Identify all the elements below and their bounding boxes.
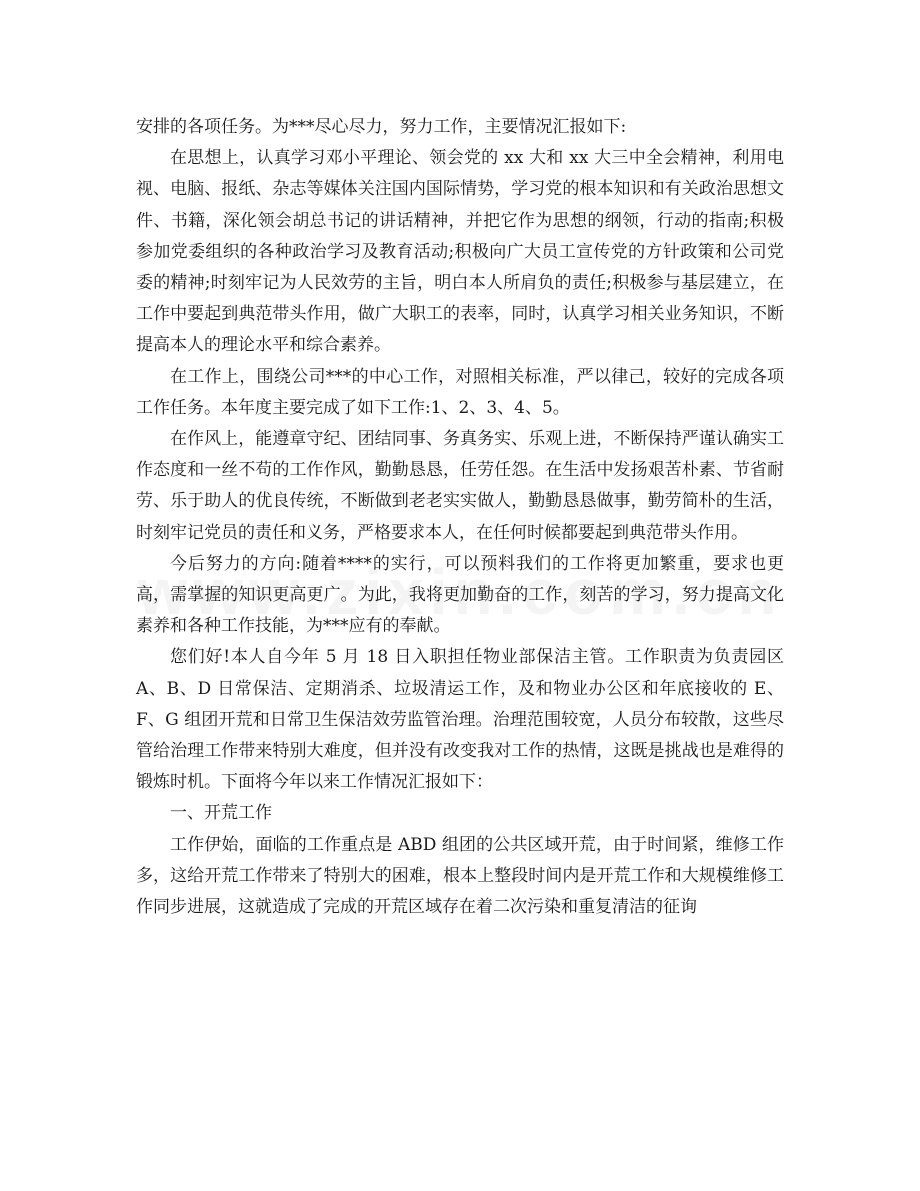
section-heading: 一、开荒工作: [170, 803, 272, 824]
paragraph-future: 今后努力的方向:随着****的实行，可以预料我们的工作将更加繁重，要求也更高，需掌握的知识更高更广。为此，我将更加勤奋的工作，刻苦的学习，努力提高文化素养和各种工作技能，为***应有的奉献。: [136, 553, 784, 637]
document-body: [136, 112, 784, 923]
paragraph-cleaning: 工作伊始，面临的工作重点是 ABD 组团的公共区域开荒，由于时间紧，维修工作多，这给开荒工作带来了特别大的困难，根本上整段时间内是开荒工作和大规模维修工作同步进展，这就造成了完成的开荒区域存在着二次污染和重复清洁的征询: [136, 834, 784, 918]
paragraph-thought: 在思想上，认真学习邓小平理论、领会党的 xx 大和 xx 大三中全会精神，利用电视、电脑、报纸、杂志等媒体关注国内国际情势，学习党的根本知识和有关政治思想文件、书籍，深化领会胡总书记的讲话精神，并把它作为思想的纲领，行动的指南;积极参加党委组织的各种政治学习及教育活动;积极向广大员工宣传党的方针政策和公司党委的精神;时刻牢记为人民效劳的主旨，明白本人所肩负的责任;积极参与基层建立，在工作中要起到典范带头作用，做广大职工的表率，同时，认真学习相关业务知识，不断提高本人的理论水平和综合素养。: [136, 148, 784, 356]
paragraph-greeting: 您们好!本人自今年 5 月 18 日入职担任物业部保洁主管。工作职责为负责园区 A、B、D 日常保洁、定期消杀、垃圾清运工作，及和物业办公区和年底接收的 E、F、G 组团开荒和日常卫生保洁效劳监管治理。治理范围较宽，人员分布较散，这些尽管给治理工作带来特别大难度，但并没有改变我对工作的热情，这既是挑战也是难得的锻炼时机。下面将今年以来工作情况汇报如下：: [136, 647, 784, 793]
paragraph-intro: 安排的各项任务。为***尽心尽力，努力工作，主要情况汇报如下:: [136, 117, 627, 137]
paragraph-work: 在工作上，围绕公司***的中心工作，对照相关标准，严以律己，较好的完成各项工作任务。本年度主要完成了如下工作:1、2、3、4、5。: [136, 366, 784, 418]
paragraph-style: 在作风上，能遵章守纪、团结同事、务真务实、乐观上进，不断保持严谨认确实工作态度和一丝不苟的工作作风，勤勤恳恳，任劳任怨。在生活中发扬艰苦朴素、节省耐劳、乐于助人的优良传统，不断做到老老实实做人，勤勤恳恳做事，勤劳简朴的生活，时刻牢记党员的责任和义务，严格要求本人，在任何时候都要起到典范带头作用。: [136, 429, 784, 543]
